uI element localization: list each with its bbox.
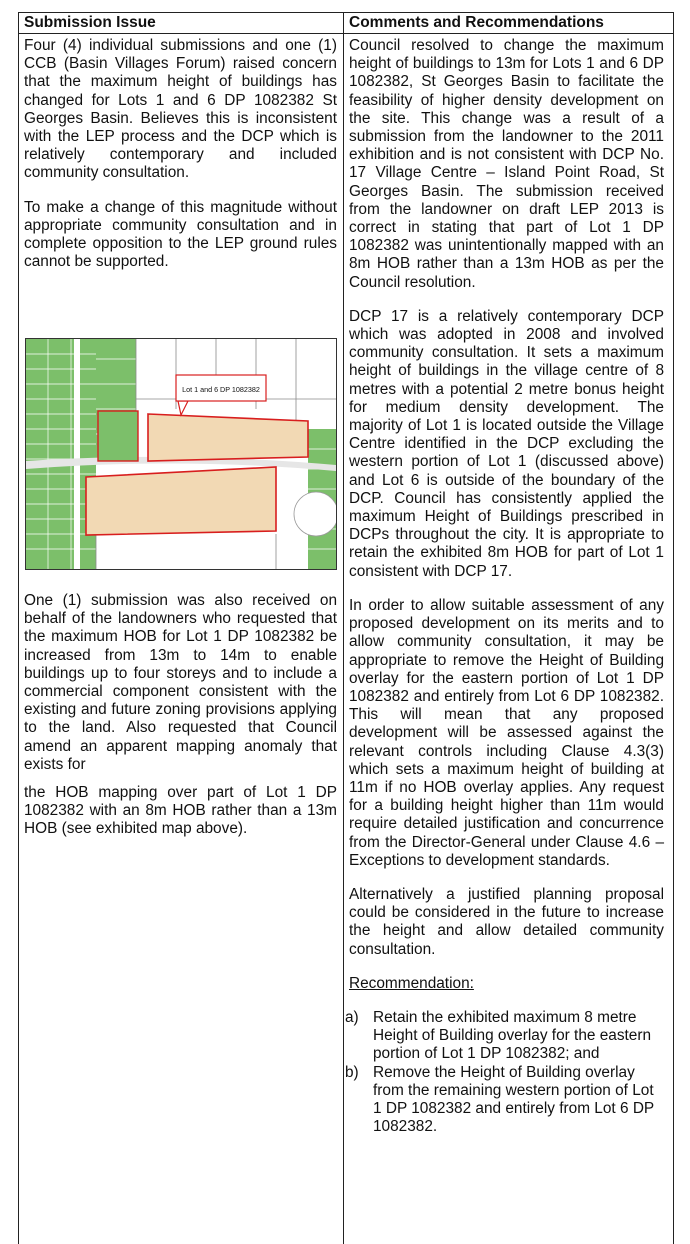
site-map-svg <box>26 339 336 569</box>
recommendation-item-b <box>345 1063 664 1137</box>
header-comments-recommendations: Comments and Recommendations <box>349 14 604 31</box>
recommendation-list <box>345 1008 664 1136</box>
recommendation-marker-b: b) <box>345 1063 359 1081</box>
header-divider <box>19 33 673 34</box>
recommendation-text-a: Retain the exhibited maximum 8 metre Height of Building overlay for the eastern portion of Lot 1 DP 1082382; and <box>373 1008 652 1063</box>
left-column-bottom <box>24 592 337 855</box>
submission-paragraph-2: To make a change of this magnitude without appropriate community consultation and in complete opposition to the LEP ground rules cannot be supported. <box>24 198 337 271</box>
right-column <box>345 37 664 1136</box>
comment-paragraph-4: Alternatively a justified planning proposal could be considered in the future to increase the height and allow detailed community consultation. <box>349 885 664 958</box>
green-lot-outlined <box>98 411 138 461</box>
left-column-top <box>24 37 337 287</box>
recommendation-item-a <box>345 1008 664 1064</box>
submission-paragraph-3: One (1) submission was also received on behalf of the landowners who requested that the maximum HOB for Lot 1 DP 1082382 be increased from 13m to 14m to enable buildings up to four storeys and to include a commercial component consistent with the existing and future zoning provisions applying to the land. Also requested that Council amend an apparent mapping anomaly that exists for <box>24 592 337 773</box>
lot-1-shape <box>148 414 308 461</box>
submission-paragraph-1: Four (4) individual submissions and one (1) CCB (Basin Villages Forum) raised concern that the maximum height of buildings has changed for Lots 1 and 6 DP 1082382 St Georges Basin. Believes this is inconsistent with the LEP process and the DCP which is relatively contemporary and included community consultation. <box>24 37 337 182</box>
lot-map-image <box>25 338 337 570</box>
recommendation-heading: Recommendation: <box>349 974 474 992</box>
comment-paragraph-1: Council resolved to change the maximum height of buildings to 13m for Lots 1 and 6 DP 1082382, St Georges Basin to facilitate the feasibility of higher density development on the site. This change was a result of a submission from the landowner to the 2011 exhibition and is not consistent with DCP No. 17 Village Centre – Island Point Road, St Georges Basin. The submission received from the landowner on draft LEP 2013 is correct in stating that part of Lot 1 DP 1082382 was unintentionally mapped with an 8m HOB rather than a 13m HOB as per the Council resolution. <box>349 37 664 291</box>
column-divider <box>343 13 344 1244</box>
recommendation-text-b: Remove the Height of Building overlay from the remaining western portion of Lot 1 DP 1082382 and entirely from Lot 6 DP 1082382. <box>373 1063 654 1136</box>
submission-paragraph-4: the HOB mapping over part of Lot 1 DP 1082382 with an 8m HOB rather than a 13m HOB (see exhibited map above). <box>24 784 337 838</box>
submission-table <box>18 12 674 1244</box>
callout-label: Lot 1 and 6 DP 1082382 <box>182 385 260 394</box>
recommendation-marker-a: a) <box>345 1008 359 1026</box>
header-submission-issue: Submission Issue <box>24 14 156 31</box>
lot-6-shape <box>86 467 276 535</box>
comment-paragraph-3: In order to allow suitable assessment of any proposed development on its merits and to allow community consultation, it may be appropriate to remove the Height of Building overlay for the eastern portion of Lot 1 DP 1082382 and entirely from Lot 6 DP 1082382. This will mean that any proposed development will be assessed against the relevant controls including Clause 4.3(3) which sets a maximum height of building at 11m if no HOB overlay applies. Any request for a building height higher than 11m would require detailed justification and concurrence from the Director-General under Clause 4.6 – Exceptions to development standards. <box>349 596 664 869</box>
comment-paragraph-2: DCP 17 is a relatively contemporary DCP which was adopted in 2008 and involved community consultation. It sets a maximum height of buildings in the village centre of 8 metres with a potential 2 metre bonus height for medium density development. The majority of Lot 1 is located outside the Village Centre identified in the DCP excluding the western portion of Lot 1 (discussed above) and Lot 6 is outside of the boundary of the DCP. Council has consistently applied the maximum Height of Buildings prescribed in DCPs throughout the city. It is appropriate to retain the exhibited 8m HOB for part of Lot 1 consistent with DCP 17. <box>349 307 664 580</box>
